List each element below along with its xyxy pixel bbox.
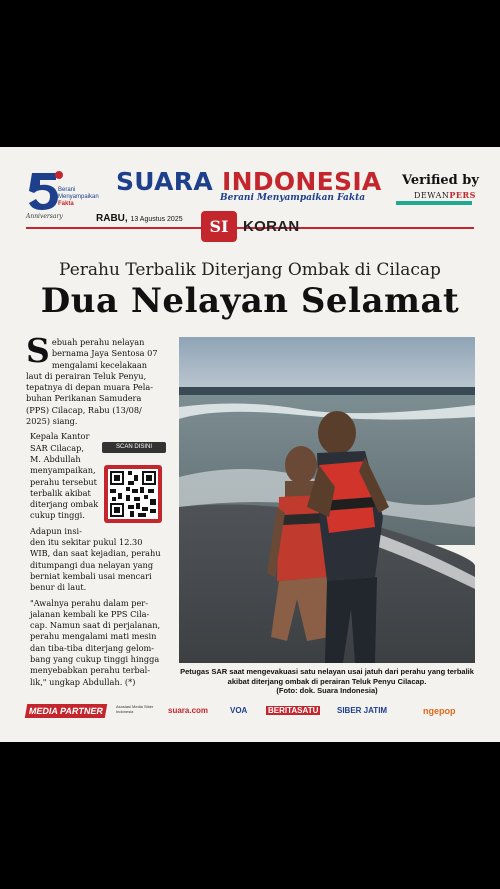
anniversary-signature: Anniversary <box>26 213 63 220</box>
drop-cap: S <box>26 331 50 370</box>
paragraph-2: Kepala Kantor SAR Cilacap, M. Abdullah menyampaikan, perahu tersebut terbalik akibat diterjang ombak cukup tinggi. <box>30 431 99 521</box>
verified-label: Verified by <box>402 173 479 188</box>
qr-code[interactable] <box>104 465 162 523</box>
photo-caption: Petugas SAR saat mengevakuasi satu nelayan usai jatuh dari perahu yang terbalik akibat diterjang ombak di perairan Teluk Penyu Cilacap. (Foto: dok. Suara Indonesia) <box>180 667 474 695</box>
si-badge: SI <box>201 211 237 242</box>
certificate-strip <box>396 201 472 205</box>
scan-label: SCAN DISINI <box>102 442 166 453</box>
rescue-photo <box>179 337 475 663</box>
voa-logo: VOA <box>230 706 248 715</box>
paragraph-3: Adapun insi- den itu sekitar pukul 12.30 WIB, dan saat kejadian, perahu ditumpangi dua nelayan yang berniat kembali usai mencari benur di laut. <box>30 525 161 593</box>
siber-jatim-logo: SIBER JATIM <box>337 706 388 715</box>
masthead-indonesia: INDONESIA <box>222 167 382 196</box>
qr-code-icon <box>108 469 158 519</box>
article-headline: Dua Nelayan Selamat <box>40 281 460 321</box>
media-partner-label: MEDIA PARTNER <box>25 704 107 718</box>
masthead-suara: SUARA <box>116 167 213 196</box>
newspaper-page <box>0 147 500 742</box>
paragraph-4: "Awalnya perahu dalam per- jalanan kembali ke PPS Cila- cap. Namun saat di perjalanan, perahu mengalami mati mesin dan tiba-tiba diterjang gelom- bang yang cukup tinggi hingga menyebabkan perahu terbal- lik," ungkap Abdullah. (*) <box>30 597 161 687</box>
ngepop-logo: ngepop <box>423 706 456 716</box>
masthead <box>116 168 382 196</box>
paragraph-1: S ebuah perahu nelayan bernama Jaya Sentosa 07 mengalami kecelakaan laut di perairan Teluk Penyu, tepatnya di depan muara Pela- buhan Perikanan Samudera (PPS) Cilacap, Rabu (13/08/ 2025) siang. <box>26 331 158 427</box>
issue-date: RABU, 13 Agustus 2025 <box>96 213 183 224</box>
masthead-tagline: Berani Menyampaikan Fakta <box>220 193 366 203</box>
logo-tagline: Berani Menyampaikan Fakta <box>58 187 99 207</box>
beritasatu-logo: BERITASATU <box>268 706 319 715</box>
dewan-pers-logo: DEWANPERS <box>414 190 476 200</box>
suara-com-logo: suara.com <box>168 706 209 715</box>
amsi-logo: Asosiasi Media Siber Indonesia <box>116 704 154 714</box>
article-kicker: Perahu Terbalik Diterjang Ombak di Cilacap <box>59 260 441 280</box>
section-label: KORAN <box>243 218 300 235</box>
